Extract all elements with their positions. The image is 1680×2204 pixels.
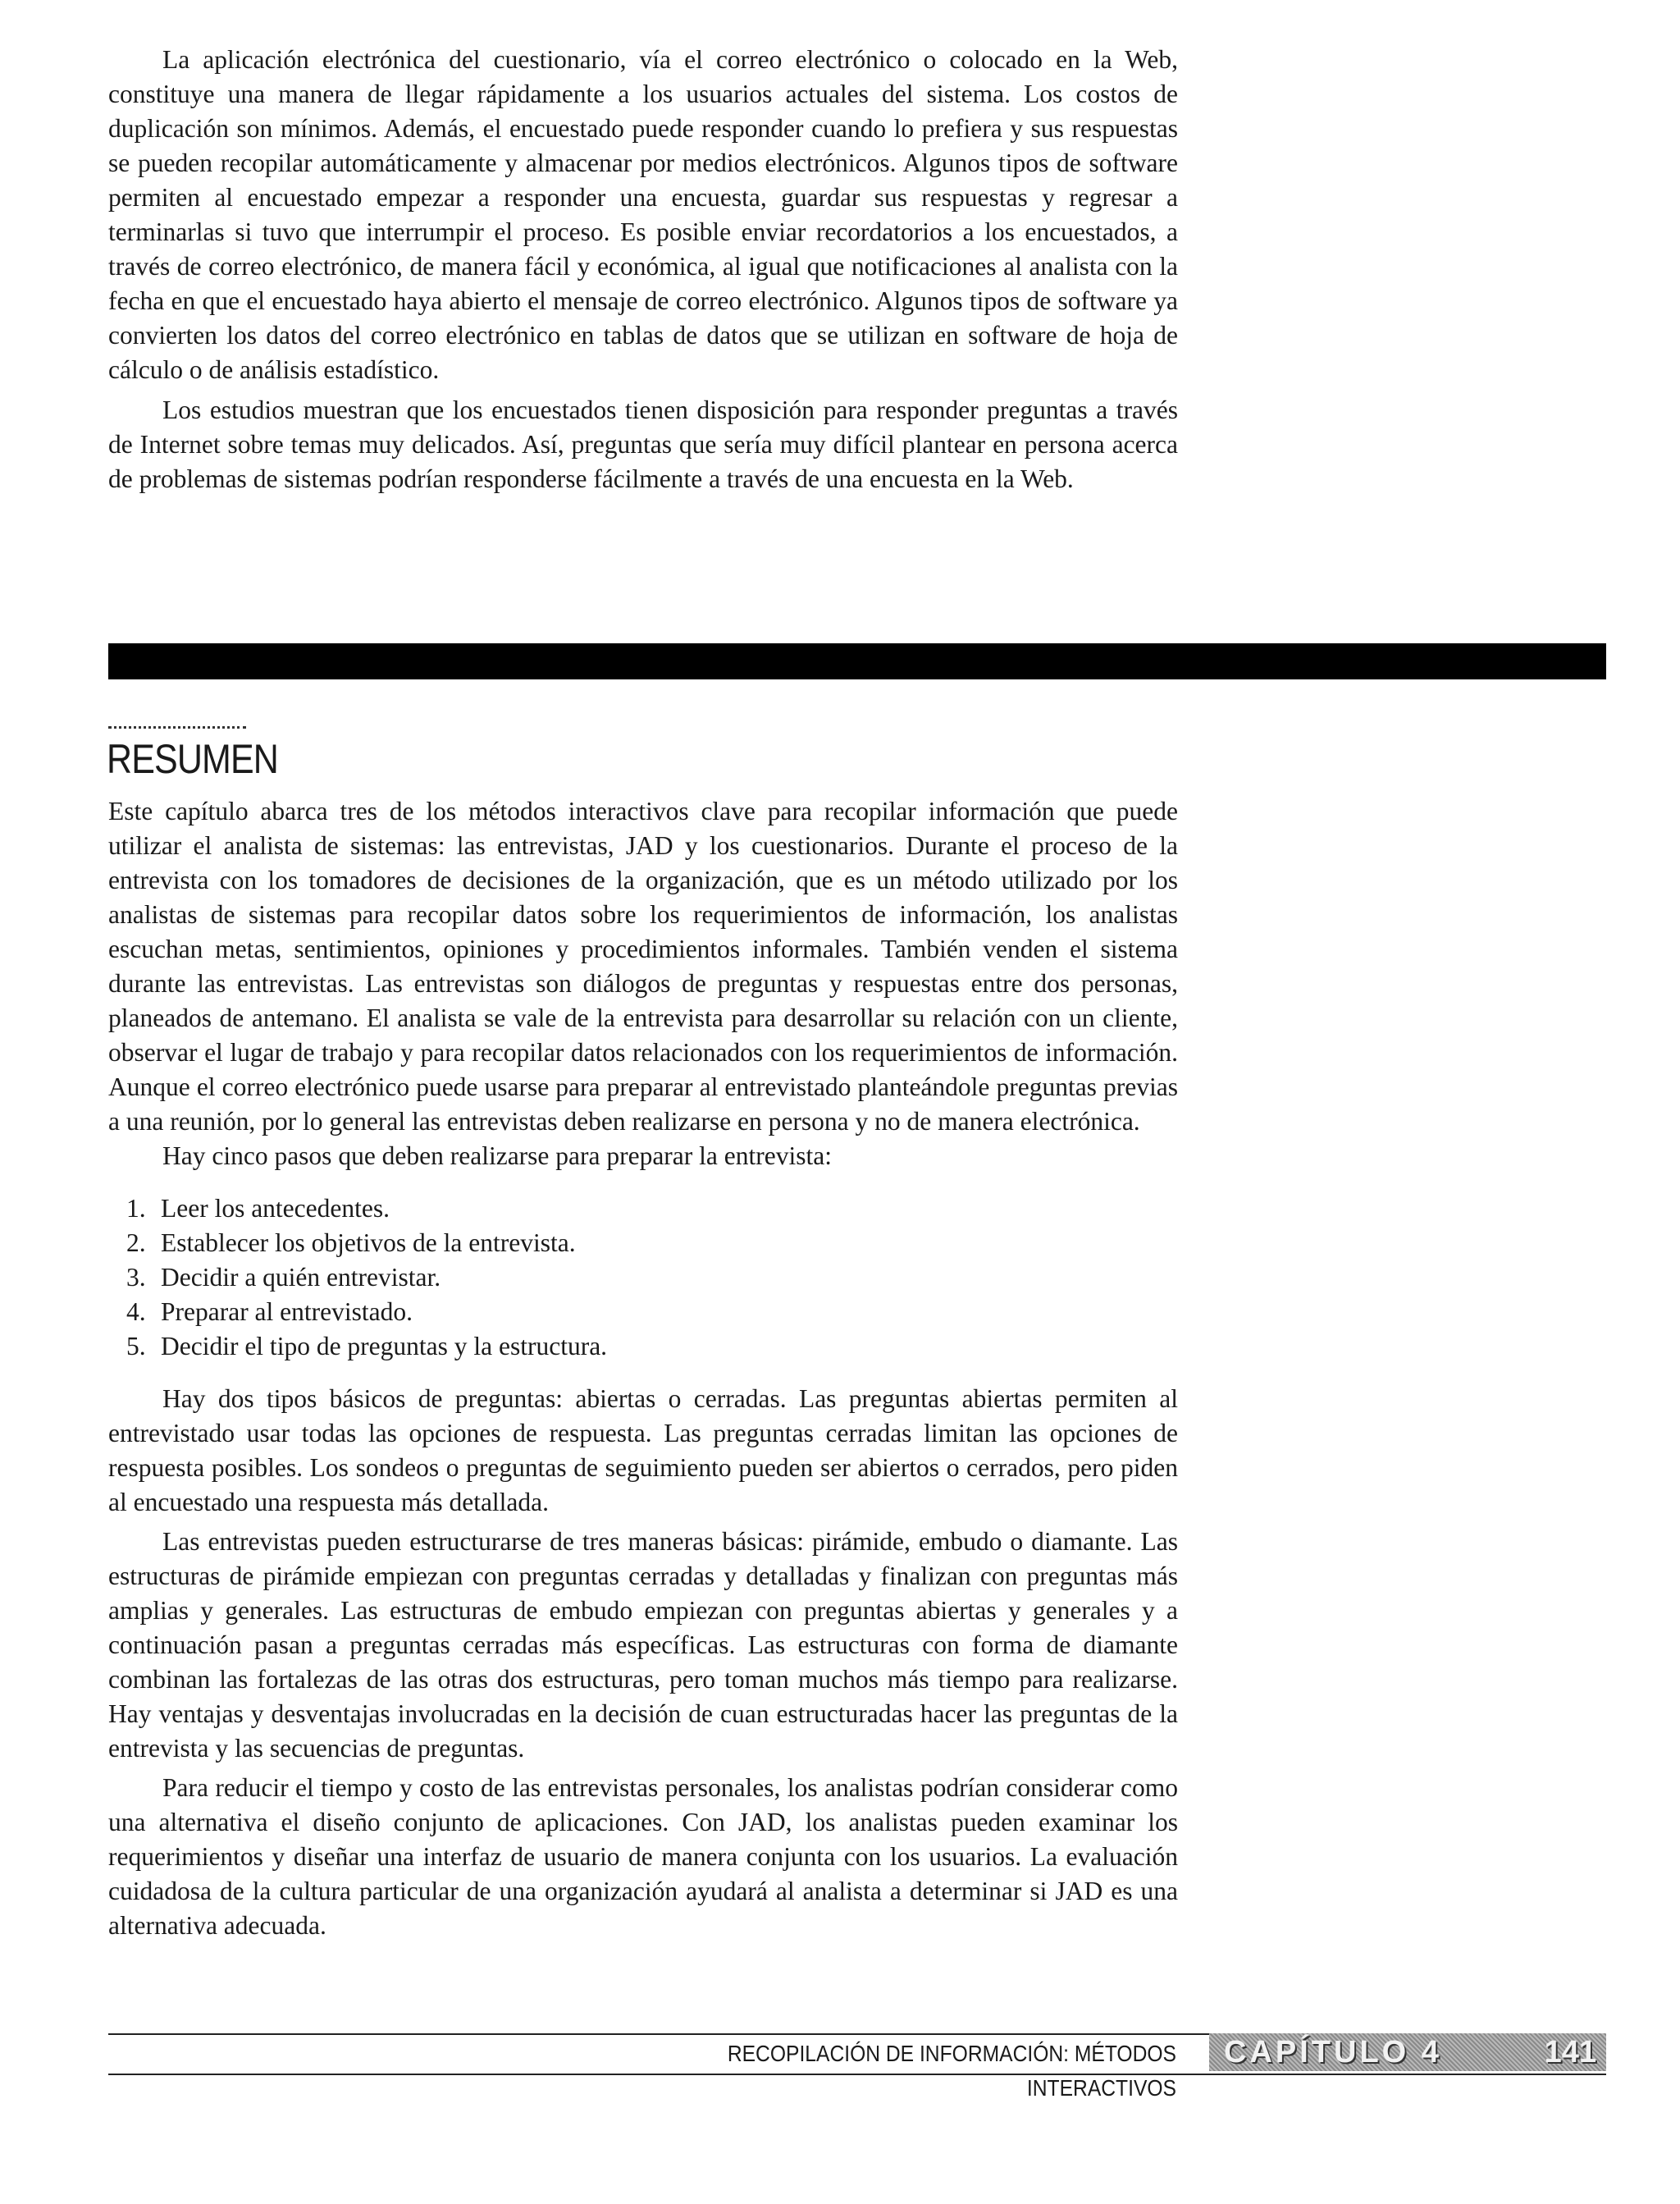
- list-item-number: 4.: [126, 1297, 146, 1326]
- structures-paragraph: Las entrevistas pueden estructurarse de tres maneras básicas: pirámide, embudo o diamante. Las estructuras de pirámide empiezan con preguntas cerradas y detalladas y finalizan con preguntas más amplias y generales. Las estructuras de embudo empiezan con preguntas abiertas y generales y a continuación pasan a preguntas cerradas más específicas. Las estructuras con forma de diamante combinan las fortalezas de las otras dos estructuras, pero toman muchos más tiempo para realizarse. Hay ventajas y desventajas involucradas en la decisión de cuan estructuradas hacer las preguntas de la entrevista y las secuencias de preguntas.: [108, 1527, 1178, 1763]
- summary-section: [108, 794, 1178, 1943]
- heading-dotted-rule: [108, 726, 246, 729]
- list-item-number: 5.: [126, 1332, 146, 1360]
- list-item: [108, 1295, 1178, 1329]
- chapter-tab: [1209, 2033, 1606, 2071]
- list-item-text: Preparar al entrevistado.: [161, 1297, 413, 1326]
- list-item-text: Decidir el tipo de preguntas y la estructura.: [161, 1332, 608, 1360]
- steps-list: [108, 1191, 1178, 1364]
- running-title: RECOPILACIÓN DE INFORMACIÓN: MÉTODOS INTERACTIVOS: [727, 2041, 1176, 2101]
- intro-paragraph-2: Los estudios muestran que los encuestados tienen disposición para responder preguntas a través de Internet sobre temas muy delicados. Así, preguntas que sería muy difícil plantear en persona acerca de problemas de sistemas podrían responderse fácilmente a través de una encuesta en la Web.: [108, 396, 1178, 493]
- intro-paragraph-1: La aplicación electrónica del cuestionario, vía el correo electrónico o colocado en la Web, constituye una manera de llegar rápidamente a los usuarios actuales del sistema. Los costos de duplicación son mínimos. Además, el encuestado puede responder cuando lo prefiera y sus respuestas se pueden recopilar automáticamente y almacenar por medios electrónicos. Algunos tipos de software permiten al encuestado empezar a responder una encuesta, guardar sus respuestas y regresar a terminarlas si tuvo que interrumpir el proceso. Es posible enviar recordatorios a los encuestados, a través de correo electrónico, de manera fácil y económica, al igual que notificaciones al analista con la fecha en que el encuestado haya abierto el mensaje de correo electrónico. Algunos tipos de software ya convierten los datos del correo electrónico en tablas de datos que se utilizan en software de hoja de cálculo o de análisis estadístico.: [108, 45, 1178, 384]
- list-item-text: Decidir a quién entrevistar.: [161, 1263, 441, 1292]
- footer-rule-bottom: [108, 2074, 1606, 2075]
- list-item-text: Leer los antecedentes.: [161, 1194, 390, 1223]
- page-number: 141: [1544, 2035, 1596, 2069]
- list-item: [108, 1260, 1178, 1295]
- summary-opening-paragraph: Este capítulo abarca tres de los métodos interactivos clave para recopilar información que puede utilizar el analista de sistemas: las entrevistas, JAD y los cuestionarios. Durante el proceso de la entrevista con los tomadores de decisiones de la organización, que es un método utilizado por los analistas de sistemas para recopilar datos sobre los requerimientos de información, los analistas escuchan metas, sentimientos, opiniones y procedimientos informales. También venden el sistema durante las entrevistas. Las entrevistas son diálogos de preguntas y respuestas entre dos personas, planeados de antemano. El analista se vale de la entrevista para desarrollar su relación con un cliente, observar el lugar de trabajo y para recopilar datos relacionados con los requerimientos de información. Aunque el correo electrónico puede usarse para preparar al entrevistado planteándole preguntas previas a una reunión, por lo general las entrevistas deben realizarse en persona y no de manera electrónica.: [108, 797, 1178, 1136]
- question-types-paragraph: Hay dos tipos básicos de preguntas: abiertas o cerradas. Las preguntas abiertas permiten al entrevistado usar todas las opciones de respuesta. Las preguntas cerradas limitan las opciones de respuesta posibles. Los sondeos o preguntas de seguimiento pueden ser abiertos o cerrados, pero piden al encuestado una respuesta más detallada.: [108, 1384, 1178, 1516]
- section-heading: RESUMEN: [107, 736, 279, 782]
- list-item-number: 3.: [126, 1263, 146, 1292]
- steps-intro: Hay cinco pasos que deben realizarse para preparar la entrevista:: [162, 1141, 832, 1170]
- intro-section: [108, 43, 1178, 496]
- section-divider-bar: [108, 643, 1606, 679]
- list-item-number: 1.: [126, 1194, 146, 1223]
- jad-paragraph: Para reducir el tiempo y costo de las entrevistas personales, los analistas podrían considerar como una alternativa el diseño conjunto de aplicaciones. Con JAD, los analistas pueden examinar los requerimientos y diseñar una interfaz de usuario de manera conjunta con los usuarios. La evaluación cuidadosa de la cultura particular de una organización ayudará al analista a determinar si JAD es una alternativa adecuada.: [108, 1773, 1178, 1940]
- list-item: [108, 1329, 1178, 1364]
- list-item-number: 2.: [126, 1228, 146, 1257]
- list-item-text: Establecer los objetivos de la entrevista.: [161, 1228, 576, 1257]
- chapter-label: CAPÍTULO 4: [1224, 2035, 1442, 2069]
- list-item: [108, 1226, 1178, 1260]
- list-item: [108, 1191, 1178, 1226]
